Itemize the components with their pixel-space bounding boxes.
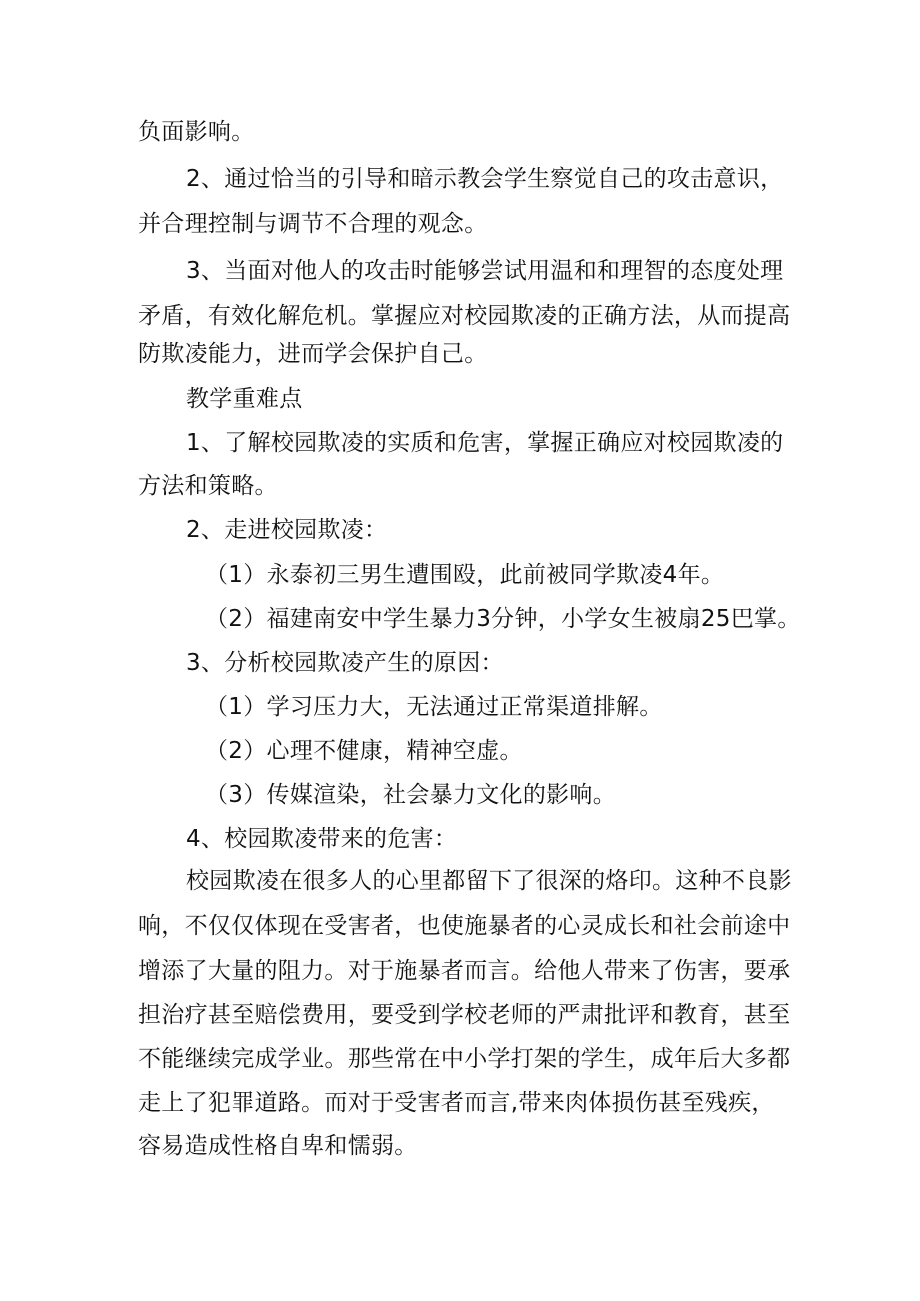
text-line: 2、走进校园欺凌： (186, 517, 388, 543)
text-line: 不能继续完成学业。那些常在中小学打架的学生，成年后大多都 (138, 1046, 791, 1072)
text-line: 增添了大量的阻力。对于施暴者而言。给他人带来了伤害，要承 (138, 958, 791, 984)
list-item: （2）福建南安中学生暴力3分钟，小学女生被扇25巴掌。 (205, 606, 801, 632)
text-line: 矛盾，有效化解危机。掌握应对校园欺凌的正确方法，从而提高 (138, 303, 791, 329)
text-line: 容易造成性格自卑和懦弱。 (138, 1133, 418, 1159)
text-line: 3、分析校园欺凌产生的原因： (186, 650, 504, 676)
text-line: 担治疗甚至赔偿费用，要受到学校老师的严肃批评和教育，甚至 (138, 1002, 791, 1028)
section-heading: 教学重难点 (186, 386, 303, 412)
list-item: （1）永泰初三男生遭围殴，此前被同学欺凌4年。 (205, 562, 725, 588)
text-line: 响，不仅仅体现在受害者，也使施暴者的心灵成长和社会前途中 (138, 913, 791, 939)
list-item: （1）学习压力大，无法通过正常渠道排解。 (205, 694, 663, 720)
text-line: 方法和策略。 (138, 473, 278, 499)
text-line: 走上了犯罪道路。而对于受害者而言,带来肉体损伤甚至残疾， (138, 1090, 775, 1116)
text-line: 负面影响。 (138, 119, 255, 145)
text-line: 校园欺凌在很多人的心里都留下了很深的烙印。这种不良影 (186, 868, 792, 894)
text-line: 4、校园欺凌带来的危害： (186, 826, 458, 852)
text-line: 3、当面对他人的攻击时能够尝试用温和和理智的态度处理 (186, 258, 784, 284)
list-item: （3）传媒渲染，社会暴力文化的影响。 (205, 782, 617, 808)
text-line: 防欺凌能力，进而学会保护自己。 (138, 341, 488, 367)
text-line: 1、了解校园欺凌的实质和危害，掌握正确应对校园欺凌的 (186, 430, 784, 456)
list-item: （2）心理不健康，精神空虚。 (205, 738, 523, 764)
text-line: 2、通过恰当的引导和暗示教会学生察觉自己的攻击意识， (186, 166, 784, 192)
text-line: 并合理控制与调节不合理的观念。 (138, 211, 488, 237)
